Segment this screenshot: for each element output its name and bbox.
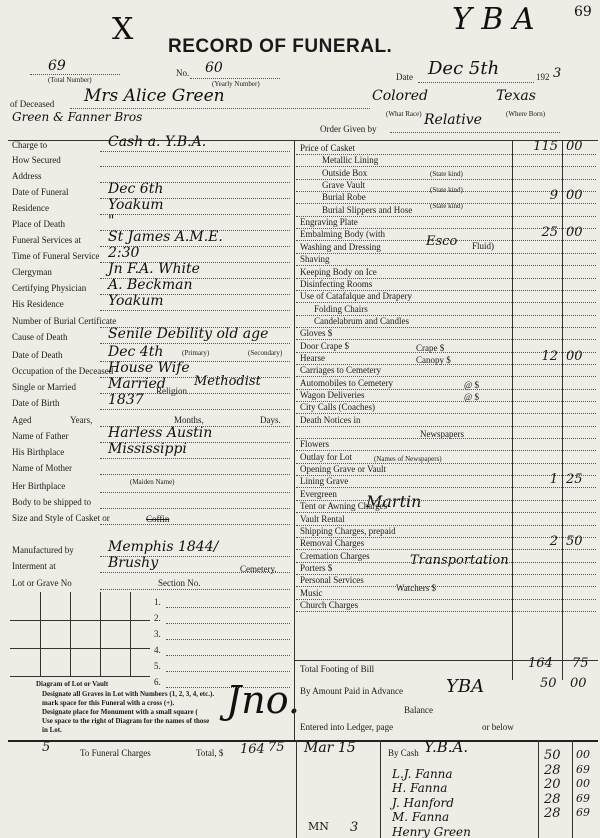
by-cash-note: Y.B.A. (424, 738, 469, 756)
charge-underline (296, 586, 596, 587)
order-given-label: Order Given by (320, 124, 377, 134)
coffin-label: Coffin (146, 514, 170, 524)
charge-dollars: 1 (549, 472, 558, 488)
field-value: Married (108, 376, 166, 392)
field-label: Body to be shipped to (12, 497, 91, 507)
charge-dollars: 9 (549, 188, 558, 204)
no-label: No. (176, 68, 190, 78)
state-kind-note-1: (State kind) (430, 170, 463, 178)
field-underline (100, 214, 290, 215)
charge-label: Keeping Body on Ice (300, 266, 377, 277)
ledger-label: Entered into Ledger, page (300, 722, 394, 732)
signature: Jno. (226, 678, 300, 722)
field-label: Her Birthplace (12, 481, 66, 491)
payment-amount: 50 (544, 748, 561, 763)
cemetery-label: Cemetery. (240, 564, 277, 574)
field-label: Cause of Death (12, 332, 68, 342)
charge-label: Vault Rental (300, 513, 345, 524)
field-value: Mississippi (108, 441, 187, 457)
entry-number: 5 (42, 740, 51, 755)
cause-primary-label: (Primary) (182, 349, 210, 357)
diagram-line3: Designate place for Monument with a small square ( (42, 708, 198, 716)
charge-label: Porters $ (300, 562, 333, 573)
lot-number: 2. (154, 613, 161, 623)
mn-label: MN (308, 820, 329, 833)
footer-total-cents: 75 (268, 740, 285, 755)
footer-date-value: Mar 15 (304, 740, 356, 756)
field-label: Lot or Grave No (12, 578, 72, 588)
yearly-number-value: 60 (205, 60, 223, 76)
field-underline (100, 151, 290, 152)
charge-label: Opening Grave or Vault (300, 464, 387, 475)
date-label: Date (396, 72, 413, 82)
at-label-1: @ $ (464, 380, 480, 390)
field-underline (100, 458, 290, 459)
payment-amount: 28 (544, 806, 561, 821)
field-label: His Birthplace (12, 447, 65, 457)
payment-cents: 00 (576, 748, 590, 761)
field-value: 1837 (108, 392, 144, 408)
charge-label: Folding Chairs (314, 303, 368, 314)
x-mark: X (112, 12, 134, 47)
field-label: Name of Mother (12, 463, 72, 473)
charge-label: Burial Slippers and Hose (322, 204, 413, 215)
field-label: Number of Burial Certificate (12, 316, 117, 326)
lot-number: 5. (154, 661, 161, 671)
charge-cents: 50 (566, 534, 583, 550)
field-underline (100, 409, 290, 410)
lot-number: 1. (154, 597, 161, 607)
page-title: RECORD OF FUNERAL. (168, 36, 393, 57)
order-given-value: Relative (424, 112, 482, 128)
field-label: Date of Funeral (12, 187, 69, 197)
field-label: Aged (12, 415, 32, 425)
mn-value: 3 (350, 820, 359, 835)
charge-label: Metallic Lining (322, 155, 379, 166)
charge-label: Tent or Awning Charges (300, 501, 388, 512)
charge-dollars: 25 (541, 225, 558, 241)
footer-total-value: 164 (240, 742, 265, 757)
field-value: " (108, 213, 115, 229)
aged-months-label: Months, (174, 415, 204, 425)
total-cents: 75 (572, 656, 589, 671)
lot-number: 6. (154, 677, 161, 687)
payment-name: H. Fanna (392, 781, 448, 795)
field-label: Address (12, 171, 42, 181)
charge-label: Candelabrum and Candles (314, 315, 409, 326)
field-value: House Wife (108, 360, 190, 376)
field-label: Residence (12, 203, 49, 213)
field-label: Certifying Physician (12, 283, 87, 293)
year-suffix: 3 (553, 66, 562, 81)
names-of-newspapers-label: (Names of Newspapers) (374, 455, 442, 463)
advance-note: YBA (446, 676, 485, 697)
charge-label: Use of Catafalque and Drapery (300, 291, 412, 302)
ledger-or-below: or below (482, 722, 514, 732)
charge-label: Personal Services (300, 575, 364, 586)
charge-underline (296, 611, 596, 612)
total-label: Total Footing of Bill (300, 664, 375, 674)
deceased-label: of Deceased (10, 99, 55, 109)
cause-secondary-label: (Secondary) (248, 349, 283, 357)
charge-dollars: 115 (533, 139, 558, 154)
field-label: His Residence (12, 299, 64, 309)
corner-mark: Y B A (452, 2, 535, 37)
removal-value: Transportation (410, 553, 509, 568)
order-given-by-value: Green & Fanner Bros (12, 110, 143, 124)
field-underline (100, 166, 290, 167)
lot-number: 4. (154, 645, 161, 655)
payment-name: J. Hanford (392, 795, 454, 810)
field-label: Clergyman (12, 267, 52, 277)
lot-underline (166, 655, 290, 656)
religion-value: Methodist (194, 374, 261, 389)
field-label: Manufactured by (12, 545, 74, 555)
balance-label: Balance (404, 705, 433, 715)
payment-amount: 28 (544, 791, 561, 807)
field-value: Yoakum (108, 197, 164, 213)
charge-label: Flowers (300, 439, 329, 450)
charge-label: City Calls (Coaches) (300, 402, 375, 413)
total-number-value: 69 (48, 58, 66, 74)
lot-underline (166, 671, 290, 672)
charge-label: Grave Vault (322, 180, 366, 191)
field-underline (100, 492, 290, 493)
charge-underline (296, 487, 596, 488)
footer-total-label: Total, $ (196, 748, 224, 758)
field-value: St James A.M.E. (108, 229, 223, 245)
aged-years-label: Years, (70, 415, 93, 425)
payment-amount: 28 (544, 762, 561, 778)
charge-label: Church Charges (300, 599, 359, 610)
field-value: Dec 6th (108, 181, 164, 197)
charge-underline (296, 327, 596, 328)
year-value: 192 (536, 72, 550, 82)
charge-underline (296, 426, 596, 427)
charge-label: Disinfecting Rooms (300, 278, 373, 289)
race-label: (What Race) (386, 110, 422, 118)
field-underline (100, 310, 290, 311)
charge-label: Embalming Body (with (300, 229, 385, 240)
field-value: A. Beckman (108, 277, 193, 293)
diagram-line1: Designate all Graves in Lot with Numbers (1, 2, 3, 4, etc.). (42, 690, 215, 698)
field-value: Jn F.A. White (108, 261, 200, 277)
charge-label: Carriages to Cemetery (300, 365, 381, 376)
diagram-line5: in Lot. (42, 726, 62, 734)
lot-underline (166, 623, 290, 624)
diagram-title: Diagram of Lot or Vault (36, 680, 109, 688)
charge-cents: 00 (566, 225, 583, 241)
diagram-line2: mark space for this Funeral with a cross (+). (42, 699, 175, 707)
field-value: Harless Austin (108, 425, 213, 441)
field-label: Time of Funeral Service (12, 251, 100, 261)
charge-label: Outside Box (322, 167, 368, 178)
fluid-value: Esco (426, 234, 458, 249)
charge-label: Gloves $ (300, 328, 333, 339)
payment-cents: 69 (576, 762, 590, 776)
watchers-label: Watchers $ (396, 583, 437, 593)
charge-label: Cremation Charges (300, 550, 370, 561)
charge-label: Shaving (300, 254, 330, 265)
charge-label: Death Notices in (300, 414, 361, 425)
field-value: Brushy (108, 555, 159, 571)
field-underline (100, 524, 290, 525)
payment-name: M. Fanna (392, 810, 450, 824)
charge-underline (296, 562, 596, 563)
charge-label: Engraving Plate (300, 217, 358, 228)
section-label: Section No. (158, 578, 201, 588)
field-label: Date of Death (12, 350, 63, 360)
field-label: How Secured (12, 155, 61, 165)
payment-cents: 69 (576, 791, 590, 805)
by-cash-label: By Cash (388, 748, 419, 758)
born-value: Texas (496, 88, 536, 104)
fluid-label: Fluid) (472, 241, 495, 251)
charge-label: Outlay for Lot (300, 451, 352, 462)
charge-dollars: 2 (549, 534, 558, 550)
field-underline (100, 474, 290, 475)
lot-underline (166, 607, 290, 608)
total-number-label: (Total Number) (48, 76, 92, 84)
canopy-label: Canopy $ (416, 355, 451, 365)
charge-underline (296, 438, 596, 439)
field-label: Interment at (12, 561, 56, 571)
lot-underline (166, 687, 290, 688)
yearly-number-label: (Yearly Number) (212, 80, 260, 88)
charge-cents: 00 (566, 139, 583, 154)
payment-name: L.J. Fanna (392, 766, 453, 781)
field-underline (100, 589, 290, 590)
born-label: (Where Born) (506, 110, 546, 118)
field-label: Funeral Services at (12, 235, 81, 245)
state-kind-note-3: (State kind) (430, 202, 463, 210)
payment-cents: 69 (576, 806, 590, 819)
lining-value: Martin (366, 492, 422, 511)
at-label-2: @ $ (464, 392, 480, 402)
payment-amount: 20 (544, 777, 561, 792)
religion-label: Religion (156, 386, 187, 396)
crape-label: Crape $ (416, 343, 445, 353)
page-number: 69 (574, 4, 592, 20)
advance-label: By Amount Paid in Advance (300, 686, 403, 696)
maiden-name-label: (Maiden Name) (130, 478, 175, 486)
field-value: Memphis 1844/ (108, 539, 219, 555)
field-underline (100, 508, 290, 509)
lot-underline (166, 639, 290, 640)
state-kind-note-2: (State kind) (430, 186, 463, 194)
charge-label: Removal Charges (300, 538, 365, 549)
race-value: Colored (372, 88, 428, 104)
charge-label: Music (300, 587, 323, 598)
charge-underline (296, 253, 596, 254)
payment-cents: 00 (576, 777, 590, 790)
diagram-line4: Use space to the right of Diagram for the names of those (42, 717, 210, 725)
newspapers-label: Newspapers (420, 429, 464, 439)
field-label: Size and Style of Casket or (12, 513, 110, 523)
field-label: Single or Married (12, 382, 76, 392)
charge-label: Lining Grave (300, 476, 349, 487)
to-funeral-charges-label: To Funeral Charges (80, 748, 151, 758)
charge-label: Burial Robe (322, 192, 366, 203)
charge-label: Automobiles to Cemetery (300, 377, 393, 388)
advance-value: 50 (540, 676, 557, 691)
date-value: Dec 5th (428, 58, 500, 79)
charge-cents: 25 (566, 472, 583, 488)
field-value: Dec 4th (108, 344, 164, 360)
field-value: Cash a. Y.B.A. (108, 134, 207, 150)
deceased-value: Mrs Alice Green (84, 86, 225, 106)
total-value: 164 (528, 656, 553, 671)
charge-label: Washing and Dressing (300, 241, 381, 252)
charge-label: Wagon Deliveries (300, 390, 365, 400)
charge-label: Shipping Charges, prepaid (300, 525, 396, 536)
charge-label: Hearse (300, 352, 325, 363)
lot-number: 3. (154, 629, 161, 639)
field-value: 2:30 (108, 245, 140, 261)
charge-cents: 00 (566, 348, 583, 364)
charge-label: Price of Casket (300, 143, 355, 153)
payment-name: Henry Green (392, 824, 471, 838)
field-value: Yoakum (108, 293, 164, 309)
charge-cents: 00 (566, 188, 583, 204)
advance-cents: 00 (570, 676, 587, 691)
charge-label: Door Crape $ (300, 340, 349, 351)
field-label: Charge to (12, 140, 48, 150)
field-label: Place of Death (12, 219, 65, 229)
field-value: Senile Debility old age (108, 326, 269, 342)
aged-days-label: Days. (260, 415, 281, 425)
field-label: Occupation of the Deceased (12, 366, 114, 376)
field-label: Date of Birth (12, 398, 60, 408)
field-underline (100, 572, 290, 573)
charge-dollars: 12 (541, 348, 558, 364)
charge-label: Evergreen (300, 488, 337, 499)
field-label: Name of Father (12, 431, 69, 441)
